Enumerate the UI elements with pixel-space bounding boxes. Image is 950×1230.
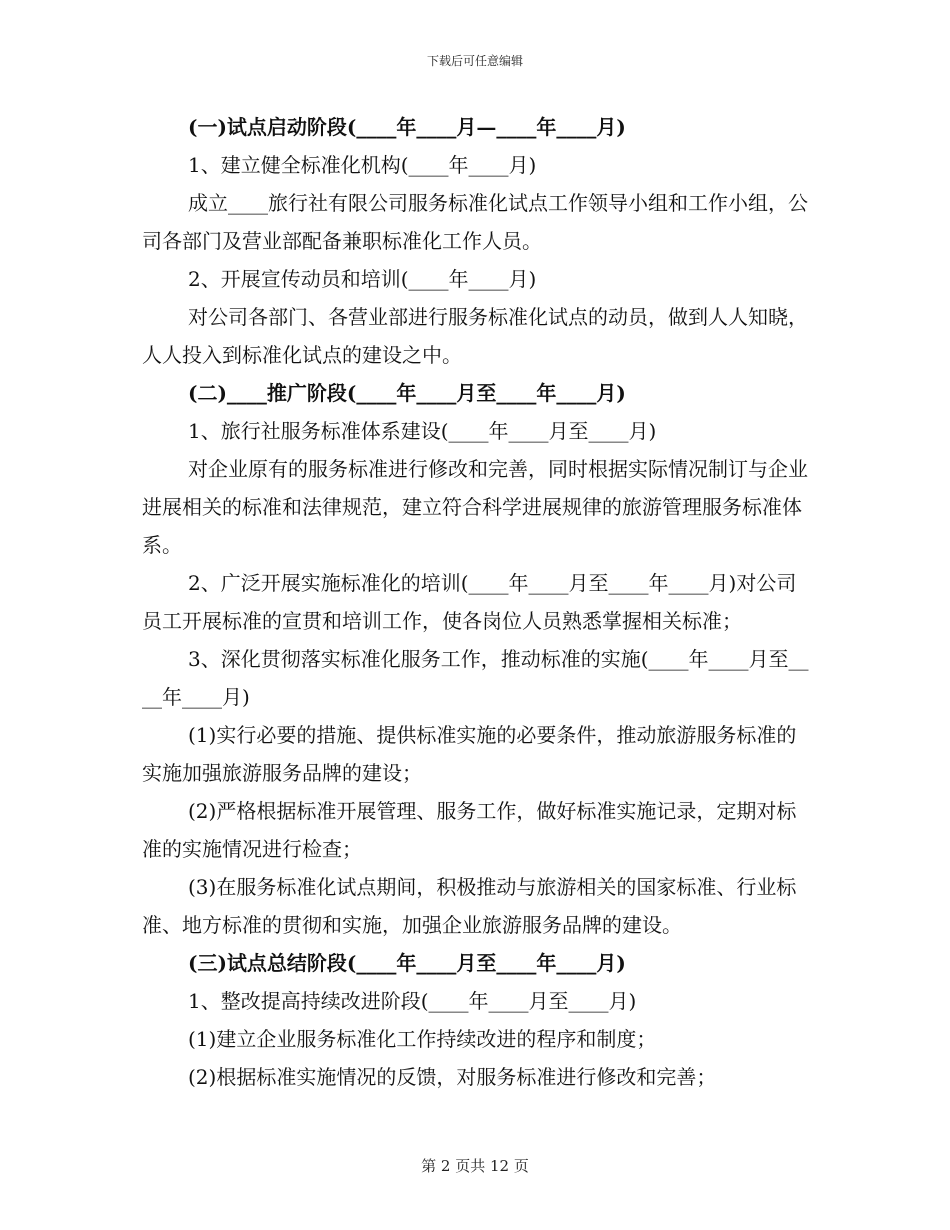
paragraph: (2)根据标准实施情况的反馈，对服务标准进行修改和完善； xyxy=(188,1065,717,1089)
section-heading-2: (二)____推广阶段(____年____月至____年____月) xyxy=(188,381,626,405)
paragraph: (1)建立企业服务标准化工作持续改进的程序和制度； xyxy=(188,1027,657,1051)
paragraph: 1、整改提高持续改进阶段(____年____月至____月) xyxy=(188,989,637,1013)
paragraph: 对公司各部门、各营业部进行服务标准化试点的动员，做到人人知晓，人人投入到标准化试点的建设之中。 xyxy=(142,305,808,367)
paragraph: 对企业原有的服务标准进行修改和完善，同时根据实际情况制订与企业进展相关的标准和法律规范，建立符合科学进展规律的旅游管理服务标准体系。 xyxy=(142,457,808,557)
paragraph: (3)在服务标准化试点期间，积极推动与旅游相关的国家标准、行业标准、地方标准的贯彻和实施，加强企业旅游服务品牌的建设。 xyxy=(142,875,797,937)
section-heading-1: (一)试点启动阶段(____年____月—____年____月) xyxy=(188,115,626,139)
paragraph: 2、开展宣传动员和培训(____年____月) xyxy=(188,267,537,291)
paragraph: 1、旅行社服务标准体系建设(____年____月至____月) xyxy=(188,419,657,443)
paragraph: 1、建立健全标准化机构(____年____月) xyxy=(188,153,537,177)
paragraph: (2)严格根据标准开展管理、服务工作，做好标准实施记录，定期对标准的实施情况进行检查； xyxy=(142,799,797,861)
document-body xyxy=(142,108,810,1096)
section-heading-3: (三)试点总结阶段(____年____月至____年____月) xyxy=(188,951,626,975)
page-header: 下载后可任意编辑 xyxy=(426,54,523,68)
paragraph: (1)实行必要的措施、提供标准实施的必要条件，推动旅游服务标准的实施加强旅游服务品牌的建设； xyxy=(142,723,797,785)
paragraph: 2、广泛开展实施标准化的培训(____年____月至____年____月)对公司员工开展标准的宣贯和培训工作，使各岗位人员熟悉掌握相关标准； xyxy=(142,571,797,633)
page-footer: 第 2 页共 12 页 xyxy=(421,1157,529,1175)
paragraph: 3、深化贯彻落实标准化服务工作，推动标准的实施(____年____月至____年____月) xyxy=(142,647,809,709)
paragraph: 成立____旅行社有限公司服务标准化试点工作领导小组和工作小组，公司各部门及营业部配备兼职标准化工作人员。 xyxy=(142,191,808,253)
